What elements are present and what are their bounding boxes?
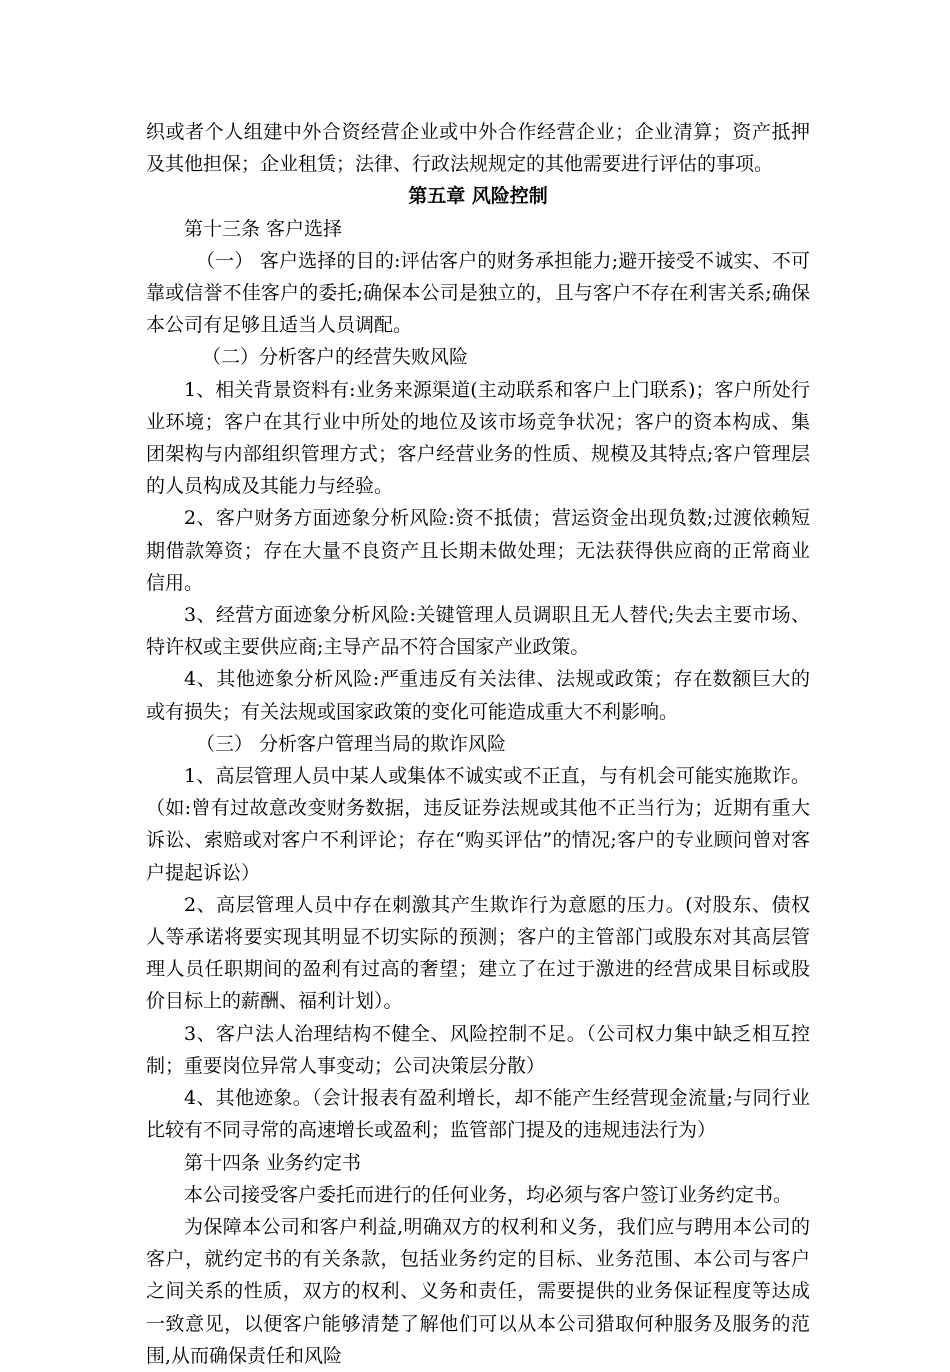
section-1-purpose: （一） 客户选择的目的:评估客户的财务承担能力;避开接受不诚实、不可靠或信誉不佳客户的委托;确保本公司是独立的，且与客户不存在利害关系;确保本公司有足够且适当人员调配。 (146, 249, 810, 337)
chapter-heading: 第五章 风险控制 (408, 185, 548, 208)
section-3-heading: （三） 分析客户管理当局的欺诈风险 (196, 732, 507, 755)
article-heading-14: 第十四条 业务约定书 (184, 1151, 362, 1174)
item-financial-risk: 2、客户财务方面迹象分析风险:资不抵债；营运资金出现负数;过渡依赖短期借款筹资；存在大量不良资产且长期未做处理；无法获得供应商的正常商业信用。 (146, 507, 810, 594)
paragraph-engagement: 本公司接受客户委托而进行的任何业务，均必须与客户签订业务约定书。 (184, 1183, 793, 1206)
item-fraud-2: 2、高层管理人员中存在刺激其产生欺诈行为意愿的压力。(对股东、债权人等承诺将要实现其明显不切实际的预测；客户的主管部门或股东对其高层管理人员任职期间的盈利有过高的奢望；建立了在过于激进的经营成果目标或股价目标上的薪酬、福利计划）。 (146, 893, 810, 1013)
item-operating-risk: 3、经营方面迹象分析风险:关键管理人员调职且无人替代;失去主要市场、特许权或主要供应商;主导产品不符合国家产业政策。 (146, 604, 810, 659)
item-fraud-3: 3、客户法人治理结构不健全、风险控制不足。（公司权力集中缺乏相互控制；重要岗位异常人事变动；公司决策层分散） (146, 1022, 810, 1077)
item-fraud-4: 4、其他迹象。（会计报表有盈利增长，却不能产生经营现金流量;与同行业比较有不同寻常的高速增长或盈利；监管部门提及的违规违法行为） (146, 1087, 810, 1142)
paragraph-intro: 织或者个人组建中外合资经营企业或中外合作经营企业；企业清算；资产抵押及其他担保；企业租赁；法律、行政法规规定的其他需要进行评估的事项。 (146, 121, 810, 176)
document-body (146, 116, 810, 1372)
paragraph-engagement-detail: 为保障本公司和客户利益,明确双方的权利和义务，我们应与聘用本公司的客户，就约定书的有关条款，包括业务约定的目标、业务范围、本公司与客户之间关系的性质，双方的权利、义务和责任，需要提供的业务保证程度等达成一致意见，以便客户能够清楚了解他们可以从本公司猎取何种服务及服务的范围,从而确保责任和风险 (146, 1215, 810, 1367)
article-heading-13: 第十三条 客户选择 (184, 217, 343, 240)
section-2-heading: （二）分析客户的经营失败风险 (202, 346, 469, 369)
item-fraud-1: 1、高层管理人员中某人或集体不诚实或不正直，与有机会可能实施欺诈。（如:曾有过故意改变财务数据，违反证券法规或其他不正当行为；近期有重大诉讼、索赔或对客户不利评论；存在“购买评估”的情况;客户的专业顾问曾对客户提起诉讼） (146, 765, 810, 884)
item-other-risk: 4、其他迹象分析风险:严重违反有关法律、法规或政策；存在数额巨大的或有损失；有关法规或国家政策的变化可能造成重大不利影响。 (146, 668, 810, 723)
item-background: 1、相关背景资料有:业务来源渠道(主动联系和客户上门联系)；客户所处行业环境；客户在其行业中所处的地位及该市场竞争状况；客户的资本构成、集团架构与内部组织管理方式；客户经营业务的性质、规模及其特点;客户管理层的人员构成及其能力与经验。 (146, 378, 810, 498)
